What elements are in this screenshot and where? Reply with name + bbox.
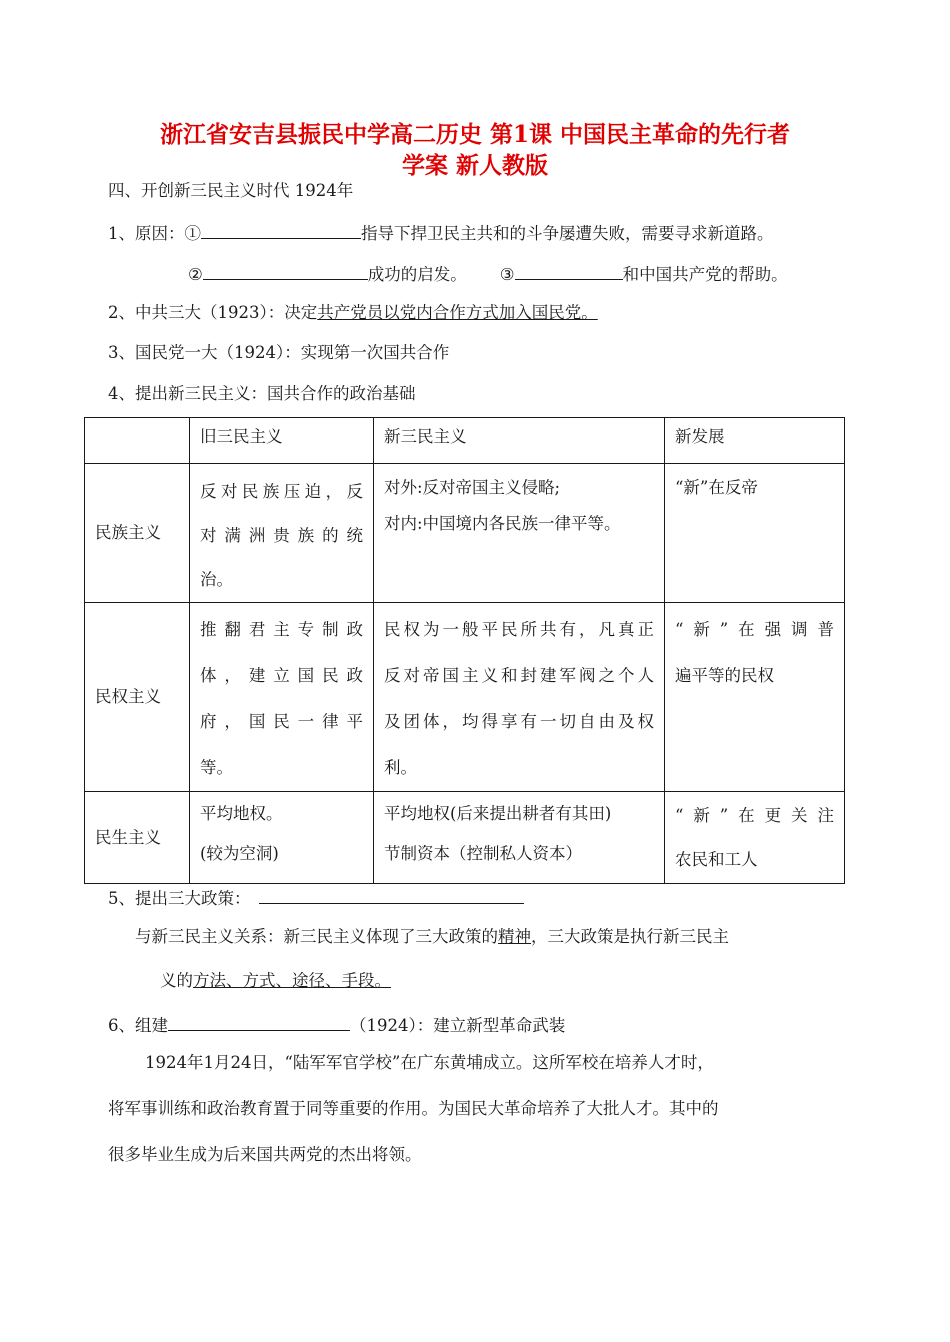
cell-dev-democracy [665, 603, 845, 792]
item-6-text: （1924）：建立新型革命武装 [350, 1016, 566, 1035]
item-1-subcauses [188, 261, 788, 286]
item-5-relation-line2 [160, 970, 391, 992]
fill-blank-3[interactable] [515, 261, 623, 280]
cell-new-democracy [374, 603, 665, 792]
cell-dev-nationalism [665, 464, 845, 603]
item-6-label: 6、组建 [108, 1016, 168, 1035]
header-cell-development: 新发展 [665, 418, 845, 464]
cell-line: 对满洲贵族的统 [200, 526, 363, 545]
cell-line: 等。 [200, 758, 233, 777]
cell-line: 利。 [384, 758, 417, 777]
cell-line: 节制资本（控制私人资本） [384, 844, 582, 863]
item-2 [108, 302, 598, 324]
cell-new-nationalism [374, 464, 665, 603]
fill-blank-5[interactable] [259, 885, 524, 904]
row-label-livelihood: 民生主义 [85, 792, 190, 884]
cause-3-text: 和中国共产党的帮助。 [622, 265, 788, 284]
relation-spirit: 精神 [498, 927, 531, 946]
header-cell-empty [85, 418, 190, 464]
cell-old-democracy [190, 603, 374, 792]
item-2-label: 2、中共三大（1923）：决定 [108, 303, 318, 322]
cell-line: 体，建立国民政 [200, 666, 363, 685]
header-cell-old: 旧三民主义 [190, 418, 374, 464]
cell-line: “新”在反帝 [675, 478, 758, 497]
document-title-line2: 学案 新人教版 [401, 152, 548, 179]
paragraph-line: 1924年1月24日，“陆军军官学校”在广东黄埔成立。这所军校在培养人才时， [145, 1053, 714, 1072]
section-heading: 四、开创新三民主义时代 1924年 [108, 181, 354, 200]
relation-line2-prefix: 义的 [160, 971, 193, 990]
fill-blank-2[interactable] [203, 261, 368, 280]
relation-line2-underlined: 方法、方式、途径、手段。 [193, 971, 391, 990]
document-title-line1: 浙江省安吉县振民中学高二历史 第1课 中国民主革命的先行者 [159, 121, 791, 148]
item-3: 3、国民党一大（1924）：实现第一次国共合作 [108, 343, 450, 362]
header-cell-new: 新三民主义 [374, 418, 665, 464]
cell-line: 农民和工人 [675, 850, 758, 869]
cell-dev-livelihood [665, 792, 845, 884]
cause-2-mark: ② [188, 265, 203, 284]
relation-prefix: 与新三民主义关系：新三民主义体现了三大政策的 [135, 927, 498, 946]
cell-line: 治。 [200, 570, 233, 589]
cell-line: 平均地权(后来提出耕者有其田) [384, 804, 612, 823]
cell-line: 民权为一般平民所共有，凡真正 [384, 620, 654, 639]
row-label-democracy: 民权主义 [85, 603, 190, 792]
item-1-text: 指导下捍卫民主共和的斗争屡遭失败，需要寻求新道路。 [361, 224, 774, 243]
table-row [85, 792, 845, 884]
fill-blank-6[interactable] [168, 1012, 350, 1031]
cell-line: 对外:反对帝国主义侵略; [384, 478, 561, 497]
three-principles-table [84, 417, 845, 884]
item-5 [108, 885, 524, 910]
item-5-relation-line1 [135, 926, 729, 948]
cell-old-nationalism [190, 464, 374, 603]
table-row [85, 603, 845, 792]
item-1-causes [108, 220, 774, 245]
cell-old-livelihood [190, 792, 374, 884]
cause-2-text: 成功的启发。 [367, 265, 467, 284]
paragraph-line: 将军事训练和政治教育置于同等重要的作用。为国民大革命培养了大批人才。其中的 [108, 1099, 719, 1118]
paragraph-line: 很多毕业生成为后来国共两党的杰出将领。 [108, 1145, 422, 1164]
item-2-underlined: 共产党员以党内合作方式加入国民党。 [317, 303, 598, 322]
cell-line: 遍平等的民权 [675, 666, 774, 685]
cell-line: 府，国民一律平 [200, 712, 363, 731]
item-4: 4、提出新三民主义：国共合作的政治基础 [108, 384, 416, 403]
cell-line: 平均地权。 [200, 804, 283, 823]
cell-line: “新”在强调普 [675, 620, 834, 639]
cell-line: 反对帝国主义和封建军阀之个人 [384, 666, 654, 685]
cell-line: 反对民族压迫，反 [200, 482, 363, 501]
cell-line: (较为空洞) [200, 844, 279, 863]
cell-line: 推翻君主专制政 [200, 620, 363, 639]
table-header-row [85, 418, 845, 464]
relation-mid: ，三大政策是执行新三民主 [531, 927, 729, 946]
row-label-nationalism: 民族主义 [85, 464, 190, 603]
item-1-label: 1、原因：① [108, 224, 201, 243]
fill-blank-1[interactable] [201, 220, 361, 239]
item-6 [108, 1012, 565, 1037]
cell-line: “新”在更关注 [675, 806, 834, 825]
item-5-label: 5、提出三大政策： [108, 889, 251, 908]
cause-3-mark: ③ [499, 265, 515, 284]
cell-new-livelihood [374, 792, 665, 884]
cell-line: 对内:中国境内各民族一律平等。 [384, 514, 621, 533]
table-row [85, 464, 845, 603]
cell-line: 及团体，均得享有一切自由及权 [384, 712, 654, 731]
